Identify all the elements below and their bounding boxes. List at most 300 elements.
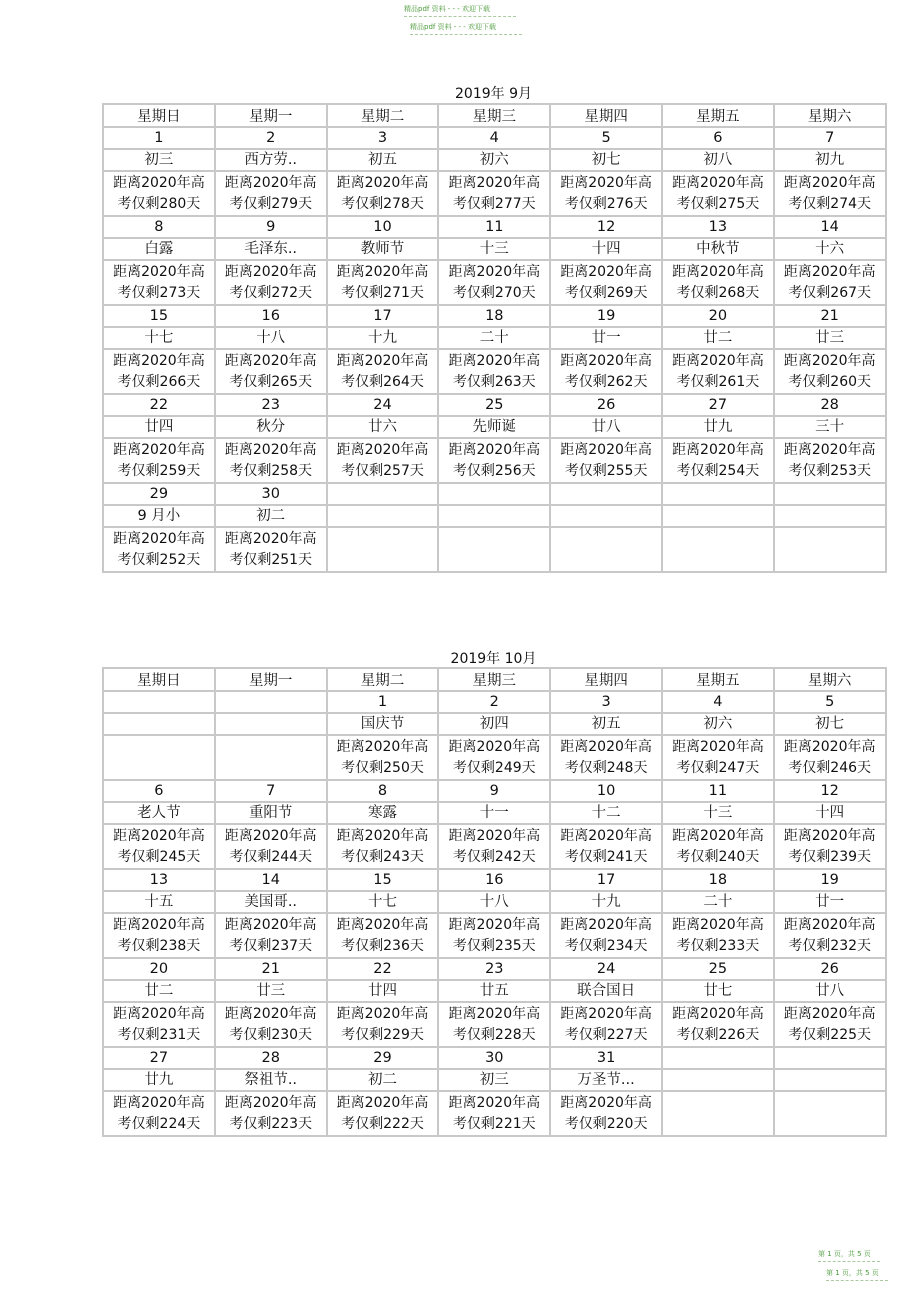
day-number [662, 1047, 774, 1069]
watermark-divider [818, 1261, 880, 1262]
countdown-cell [550, 349, 662, 394]
lunar-festival-label: 廿五 [438, 980, 550, 1002]
day-number: 5 [774, 691, 886, 713]
countdown-cell [662, 1002, 774, 1047]
countdown-line2: 考仅剩244天 [229, 848, 313, 865]
countdown-cell [662, 735, 774, 780]
countdown-cell [774, 349, 886, 394]
countdown-line1: 距离2020年高 [224, 827, 317, 844]
countdown-line1: 距离2020年高 [113, 916, 205, 933]
countdown-line2: 考仅剩265天 [229, 373, 313, 390]
day-number: 6 [662, 127, 774, 149]
watermark-divider [826, 1280, 888, 1281]
day-number [774, 1047, 886, 1069]
countdown-line2: 考仅剩232天 [788, 937, 872, 954]
weekday-header: 星期日 [103, 104, 215, 127]
countdown-line1: 距离2020年高 [783, 263, 876, 280]
lunar-festival-label: 初二 [327, 1069, 439, 1091]
day-number: 24 [550, 958, 662, 980]
lunar-festival-label: 秋分 [215, 416, 327, 438]
lunar-festival-label: 初九 [774, 149, 886, 171]
countdown-line2: 考仅剩239天 [788, 848, 872, 865]
countdown-line2: 考仅剩231天 [117, 1026, 201, 1043]
countdown-line1: 距离2020年高 [672, 352, 764, 369]
countdown-line1: 距离2020年高 [560, 738, 652, 755]
weekday-header: 星期五 [662, 104, 774, 127]
countdown-line2: 考仅剩277天 [452, 195, 536, 212]
countdown-line1: 距离2020年高 [448, 1005, 541, 1022]
countdown-cell [774, 438, 886, 483]
countdown-line1: 距离2020年高 [448, 827, 541, 844]
countdown-line2: 考仅剩267天 [788, 284, 872, 301]
day-number: 26 [774, 958, 886, 980]
weekday-header: 星期六 [774, 668, 886, 691]
countdown-cell [550, 1091, 662, 1136]
countdown-line2: 考仅剩279天 [229, 195, 313, 212]
day-number: 10 [550, 780, 662, 802]
countdown-line1: 距离2020年高 [672, 916, 764, 933]
day-number [215, 691, 327, 713]
countdown-line2: 考仅剩224天 [117, 1115, 201, 1132]
day-number [327, 483, 439, 505]
lunar-festival-label: 万圣节... [550, 1069, 662, 1091]
day-number: 19 [550, 305, 662, 327]
countdown-cell [662, 913, 774, 958]
countdown-cell [438, 527, 550, 572]
countdown-cell [774, 260, 886, 305]
day-number: 2 [215, 127, 327, 149]
day-number: 7 [215, 780, 327, 802]
day-number [774, 483, 886, 505]
day-number: 11 [438, 216, 550, 238]
countdown-cell [550, 438, 662, 483]
lunar-festival-label: 二十 [662, 891, 774, 913]
lunar-festival-label [774, 505, 886, 527]
countdown-line2: 考仅剩252天 [117, 551, 201, 568]
weekday-header: 星期一 [215, 668, 327, 691]
lunar-festival-label: 廿九 [662, 416, 774, 438]
countdown-line2: 考仅剩250天 [341, 759, 424, 776]
countdown-line1: 距离2020年高 [783, 827, 876, 844]
countdown-line1: 距离2020年高 [672, 827, 764, 844]
countdown-cell [662, 260, 774, 305]
countdown-line1: 距离2020年高 [672, 738, 764, 755]
countdown-line2: 考仅剩235天 [452, 937, 536, 954]
countdown-cell [438, 171, 550, 216]
lunar-festival-label: 初四 [438, 713, 550, 735]
countdown-cell [327, 260, 439, 305]
lunar-festival-label: 廿二 [103, 980, 215, 1002]
day-number: 8 [327, 780, 439, 802]
day-number: 15 [327, 869, 439, 891]
day-number: 24 [327, 394, 439, 416]
lunar-festival-label: 廿三 [774, 327, 886, 349]
countdown-line1: 距离2020年高 [783, 738, 876, 755]
lunar-festival-label: 廿七 [662, 980, 774, 1002]
countdown-cell [550, 735, 662, 780]
countdown-cell [550, 527, 662, 572]
countdown-line1: 距离2020年高 [113, 441, 205, 458]
countdown-line2: 考仅剩227天 [564, 1026, 648, 1043]
lunar-festival-label: 二十 [438, 327, 550, 349]
countdown-line1: 距离2020年高 [672, 174, 764, 191]
countdown-cell [103, 171, 215, 216]
countdown-cell [550, 824, 662, 869]
day-number: 21 [215, 958, 327, 980]
lunar-festival-label: 廿九 [103, 1069, 215, 1091]
countdown-line2: 考仅剩240天 [676, 848, 760, 865]
lunar-festival-label: 美国哥.. [215, 891, 327, 913]
countdown-line2: 考仅剩273天 [117, 284, 201, 301]
lunar-festival-label: 十一 [438, 802, 550, 824]
day-number: 30 [438, 1047, 550, 1069]
countdown-line1: 距离2020年高 [224, 530, 317, 547]
countdown-line2: 考仅剩266天 [117, 373, 201, 390]
countdown-line2: 考仅剩221天 [452, 1115, 536, 1132]
day-number: 12 [550, 216, 662, 238]
lunar-festival-label [215, 713, 327, 735]
countdown-line1: 距离2020年高 [224, 1094, 317, 1111]
day-number: 22 [327, 958, 439, 980]
day-number: 19 [774, 869, 886, 891]
lunar-festival-label: 先师诞 [438, 416, 550, 438]
day-number: 29 [103, 483, 215, 505]
countdown-line2: 考仅剩255天 [564, 462, 648, 479]
lunar-festival-label: 廿四 [327, 980, 439, 1002]
countdown-line1: 距离2020年高 [783, 174, 876, 191]
countdown-cell [327, 1091, 439, 1136]
countdown-cell [774, 171, 886, 216]
countdown-cell [550, 171, 662, 216]
day-number: 3 [327, 127, 439, 149]
day-number: 9 [438, 780, 550, 802]
countdown-cell [215, 824, 327, 869]
page-indicator-line1: 第 1 页，共 5 页 [818, 1250, 871, 1258]
day-number: 11 [662, 780, 774, 802]
countdown-line2: 考仅剩246天 [788, 759, 872, 776]
countdown-line2: 考仅剩243天 [341, 848, 424, 865]
countdown-line2: 考仅剩234天 [564, 937, 648, 954]
lunar-festival-label: 初五 [550, 713, 662, 735]
lunar-festival-label: 廿八 [550, 416, 662, 438]
lunar-festival-label: 廿六 [327, 416, 439, 438]
countdown-line1: 距离2020年高 [560, 827, 652, 844]
lunar-festival-label: 初七 [550, 149, 662, 171]
countdown-line1: 距离2020年高 [113, 530, 205, 547]
watermark-divider [410, 34, 522, 35]
countdown-line2: 考仅剩269天 [564, 284, 648, 301]
countdown-cell [774, 527, 886, 572]
day-number: 14 [215, 869, 327, 891]
day-number: 25 [438, 394, 550, 416]
countdown-line1: 距离2020年高 [448, 263, 541, 280]
lunar-festival-label: 十八 [438, 891, 550, 913]
countdown-cell [215, 260, 327, 305]
lunar-festival-label: 初五 [327, 149, 439, 171]
countdown-line1: 距离2020年高 [448, 916, 541, 933]
lunar-festival-label: 初六 [662, 713, 774, 735]
watermark-top-line1: 精品pdf 资料 - - - 欢迎下载 [404, 5, 491, 13]
countdown-line2: 考仅剩253天 [788, 462, 872, 479]
lunar-festival-label: 十二 [550, 802, 662, 824]
countdown-cell [327, 1002, 439, 1047]
countdown-line2: 考仅剩261天 [676, 373, 760, 390]
countdown-cell [774, 913, 886, 958]
lunar-festival-label: 廿三 [215, 980, 327, 1002]
weekday-header: 星期五 [662, 668, 774, 691]
countdown-line2: 考仅剩278天 [341, 195, 424, 212]
countdown-cell [438, 913, 550, 958]
day-number: 28 [215, 1047, 327, 1069]
watermark-top-line2: 精品pdf 资料 - - - 欢迎下载 [410, 23, 497, 31]
countdown-line2: 考仅剩271天 [341, 284, 424, 301]
countdown-line2: 考仅剩248天 [564, 759, 648, 776]
countdown-line1: 距离2020年高 [113, 827, 205, 844]
countdown-line1: 距离2020年高 [113, 1094, 205, 1111]
countdown-line1: 距离2020年高 [560, 916, 652, 933]
countdown-line1: 距离2020年高 [560, 441, 652, 458]
countdown-line1: 距离2020年高 [448, 352, 541, 369]
countdown-cell [103, 735, 215, 780]
countdown-cell [103, 824, 215, 869]
day-number: 17 [327, 305, 439, 327]
day-number: 9 [215, 216, 327, 238]
countdown-line1: 距离2020年高 [672, 1005, 764, 1022]
weekday-header: 星期三 [438, 104, 550, 127]
day-number [438, 483, 550, 505]
countdown-cell [103, 260, 215, 305]
lunar-festival-label: 老人节 [103, 802, 215, 824]
day-number: 29 [327, 1047, 439, 1069]
day-number: 1 [103, 127, 215, 149]
lunar-festival-label [662, 505, 774, 527]
countdown-line2: 考仅剩254天 [676, 462, 760, 479]
day-number: 3 [550, 691, 662, 713]
day-number: 20 [103, 958, 215, 980]
countdown-cell [662, 438, 774, 483]
day-number: 2 [438, 691, 550, 713]
countdown-cell [662, 527, 774, 572]
day-number: 13 [103, 869, 215, 891]
countdown-cell [550, 913, 662, 958]
month-title-october: 2019年 10月 [450, 651, 537, 667]
countdown-line1: 距离2020年高 [224, 352, 317, 369]
lunar-festival-label: 十四 [774, 802, 886, 824]
countdown-cell [327, 913, 439, 958]
lunar-festival-label: 重阳节 [215, 802, 327, 824]
countdown-line2: 考仅剩247天 [676, 759, 760, 776]
countdown-cell [438, 1091, 550, 1136]
countdown-line1: 距离2020年高 [783, 441, 876, 458]
countdown-cell [103, 913, 215, 958]
countdown-cell [774, 735, 886, 780]
countdown-line1: 距离2020年高 [448, 1094, 541, 1111]
weekday-header: 星期日 [103, 668, 215, 691]
countdown-line1: 距离2020年高 [448, 738, 541, 755]
countdown-line1: 距离2020年高 [224, 263, 317, 280]
countdown-line1: 距离2020年高 [783, 916, 876, 933]
countdown-line1: 距离2020年高 [560, 174, 652, 191]
lunar-festival-label: 白露 [103, 238, 215, 260]
countdown-line2: 考仅剩276天 [564, 195, 648, 212]
lunar-festival-label: 十三 [438, 238, 550, 260]
countdown-line1: 距离2020年高 [113, 1005, 205, 1022]
countdown-line1: 距离2020年高 [560, 352, 652, 369]
countdown-line1: 距离2020年高 [336, 174, 429, 191]
countdown-line1: 距离2020年高 [336, 441, 429, 458]
countdown-cell [438, 349, 550, 394]
lunar-festival-label: 寒露 [327, 802, 439, 824]
countdown-line2: 考仅剩249天 [452, 759, 536, 776]
countdown-line2: 考仅剩233天 [676, 937, 760, 954]
lunar-festival-label: 廿四 [103, 416, 215, 438]
day-number: 18 [662, 869, 774, 891]
countdown-line1: 距离2020年高 [560, 1094, 652, 1111]
lunar-festival-label: 9 月小 [103, 505, 215, 527]
countdown-line2: 考仅剩257天 [341, 462, 424, 479]
weekday-header: 星期四 [550, 668, 662, 691]
day-number: 1 [327, 691, 439, 713]
lunar-festival-label: 西方劳.. [215, 149, 327, 171]
countdown-line1: 距离2020年高 [448, 441, 541, 458]
countdown-cell [550, 1002, 662, 1047]
lunar-festival-label: 十五 [103, 891, 215, 913]
countdown-cell [215, 735, 327, 780]
weekday-header: 星期二 [327, 668, 439, 691]
lunar-festival-label: 中秋节 [662, 238, 774, 260]
countdown-line2: 考仅剩270天 [452, 284, 536, 301]
day-number: 14 [774, 216, 886, 238]
lunar-festival-label: 十六 [774, 238, 886, 260]
lunar-festival-label: 廿一 [774, 891, 886, 913]
day-number: 28 [774, 394, 886, 416]
countdown-line1: 距离2020年高 [336, 916, 429, 933]
countdown-line1: 距离2020年高 [224, 174, 317, 191]
day-number: 13 [662, 216, 774, 238]
lunar-festival-label: 教师节 [327, 238, 439, 260]
day-number: 16 [438, 869, 550, 891]
countdown-cell [774, 824, 886, 869]
lunar-festival-label: 毛泽东.. [215, 238, 327, 260]
day-number [550, 483, 662, 505]
day-number: 21 [774, 305, 886, 327]
day-number: 23 [215, 394, 327, 416]
countdown-line2: 考仅剩263天 [452, 373, 536, 390]
countdown-cell [103, 349, 215, 394]
day-number: 7 [774, 127, 886, 149]
countdown-cell [215, 438, 327, 483]
countdown-cell [662, 349, 774, 394]
day-number: 10 [327, 216, 439, 238]
countdown-cell [438, 438, 550, 483]
lunar-festival-label: 廿八 [774, 980, 886, 1002]
countdown-line2: 考仅剩258天 [229, 462, 313, 479]
countdown-line1: 距离2020年高 [560, 1005, 652, 1022]
countdown-line2: 考仅剩242天 [452, 848, 536, 865]
countdown-cell [327, 735, 439, 780]
lunar-festival-label: 国庆节 [327, 713, 439, 735]
countdown-line1: 距离2020年高 [448, 174, 541, 191]
lunar-festival-label [774, 1069, 886, 1091]
countdown-cell [774, 1002, 886, 1047]
day-number: 23 [438, 958, 550, 980]
countdown-line1: 距离2020年高 [113, 352, 205, 369]
countdown-line1: 距离2020年高 [336, 1094, 429, 1111]
lunar-festival-label [438, 505, 550, 527]
countdown-line1: 距离2020年高 [783, 352, 876, 369]
countdown-line1: 距离2020年高 [224, 916, 317, 933]
countdown-cell [215, 171, 327, 216]
countdown-cell [550, 260, 662, 305]
lunar-festival-label: 十九 [550, 891, 662, 913]
countdown-line2: 考仅剩262天 [564, 373, 648, 390]
day-number: 20 [662, 305, 774, 327]
countdown-cell [662, 1091, 774, 1136]
day-number: 22 [103, 394, 215, 416]
lunar-festival-label [103, 713, 215, 735]
day-number: 4 [438, 127, 550, 149]
countdown-line1: 距离2020年高 [783, 1005, 876, 1022]
countdown-line2: 考仅剩228天 [452, 1026, 536, 1043]
countdown-line1: 距离2020年高 [336, 1005, 429, 1022]
calendar-september [102, 103, 887, 573]
countdown-line2: 考仅剩264天 [341, 373, 424, 390]
weekday-header: 星期四 [550, 104, 662, 127]
watermark-divider [404, 16, 516, 17]
lunar-festival-label: 廿一 [550, 327, 662, 349]
lunar-festival-label: 初三 [103, 149, 215, 171]
countdown-line2: 考仅剩274天 [788, 195, 872, 212]
day-number: 12 [774, 780, 886, 802]
countdown-line1: 距离2020年高 [336, 352, 429, 369]
lunar-festival-label: 十四 [550, 238, 662, 260]
weekday-header: 星期一 [215, 104, 327, 127]
countdown-cell [103, 438, 215, 483]
lunar-festival-label: 十七 [103, 327, 215, 349]
day-number: 26 [550, 394, 662, 416]
countdown-line1: 距离2020年高 [113, 263, 205, 280]
weekday-header: 星期三 [438, 668, 550, 691]
countdown-line1: 距离2020年高 [560, 263, 652, 280]
day-number: 25 [662, 958, 774, 980]
countdown-line1: 距离2020年高 [336, 263, 429, 280]
day-number: 31 [550, 1047, 662, 1069]
countdown-cell [215, 527, 327, 572]
countdown-cell [103, 527, 215, 572]
lunar-festival-label: 十七 [327, 891, 439, 913]
lunar-festival-label: 三十 [774, 416, 886, 438]
day-number: 16 [215, 305, 327, 327]
day-number: 27 [103, 1047, 215, 1069]
countdown-line2: 考仅剩226天 [676, 1026, 760, 1043]
countdown-cell [327, 349, 439, 394]
countdown-cell [662, 171, 774, 216]
lunar-festival-label: 初六 [438, 149, 550, 171]
countdown-line2: 考仅剩237天 [229, 937, 313, 954]
countdown-cell [327, 171, 439, 216]
calendar-october [102, 667, 887, 1137]
countdown-line2: 考仅剩229天 [341, 1026, 424, 1043]
countdown-line1: 距离2020年高 [224, 1005, 317, 1022]
lunar-festival-label: 廿二 [662, 327, 774, 349]
countdown-cell [215, 913, 327, 958]
day-number: 8 [103, 216, 215, 238]
countdown-line1: 距离2020年高 [336, 827, 429, 844]
day-number: 30 [215, 483, 327, 505]
day-number: 5 [550, 127, 662, 149]
countdown-line2: 考仅剩275天 [676, 195, 760, 212]
countdown-cell [438, 735, 550, 780]
